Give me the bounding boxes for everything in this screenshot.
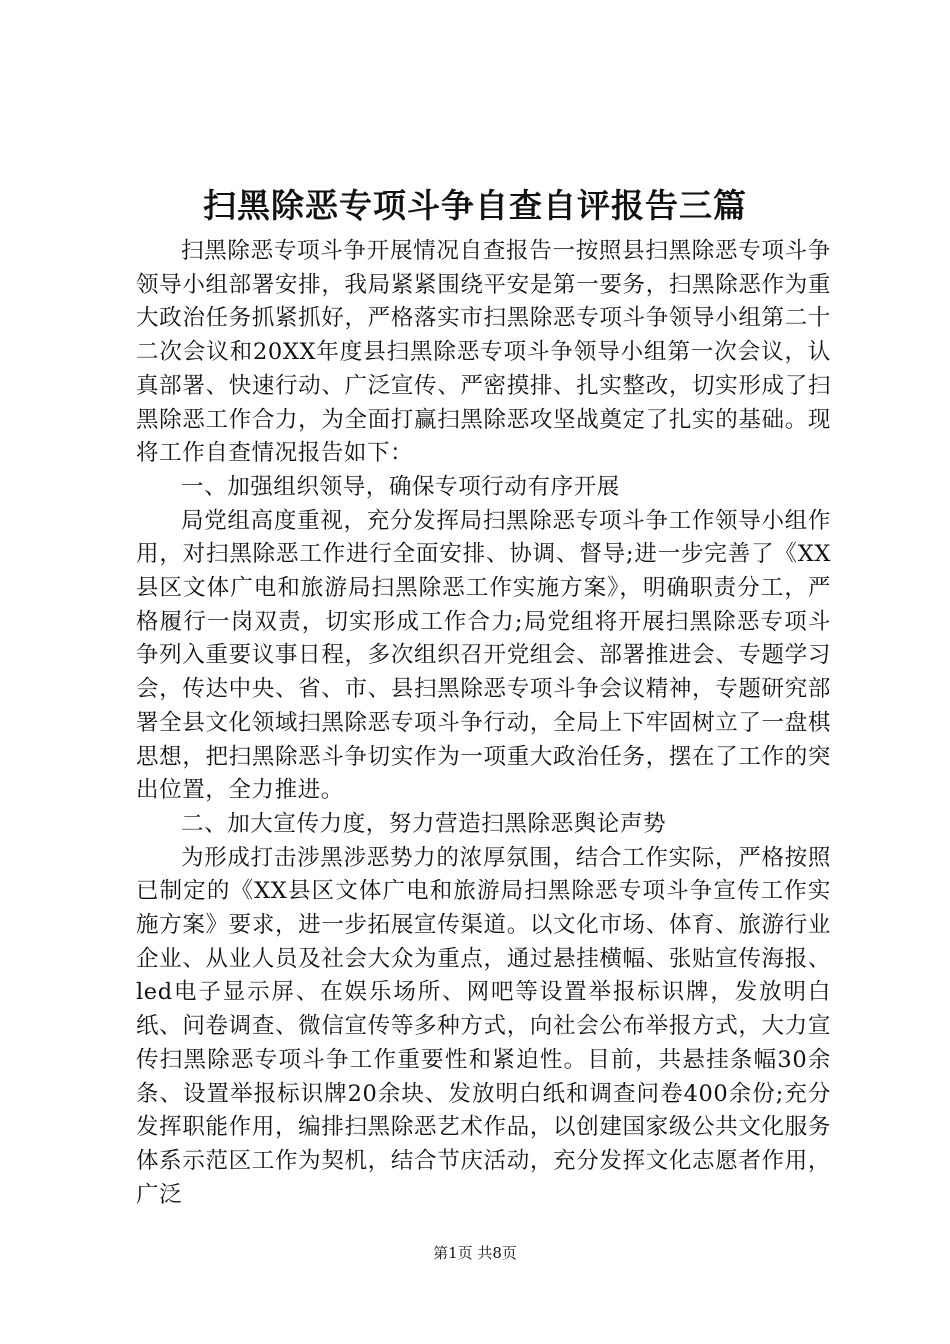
page-number-footer: 第1页 共8页 — [433, 1244, 517, 1262]
document-title: 扫黑除恶专项斗争自查自评报告三篇 — [203, 186, 747, 225]
section-heading-2: 二、加大宣传力度，努力营造扫黑除恶舆论声势 — [181, 810, 667, 837]
paragraph-section-1: 局党组高度重视，充分发挥局扫黑除恶专项斗争工作领导小组作用，对扫黑除恶工作进行全面安排、协调、督导;进一步完善了《XX县区文体广电和旅游局扫黑除恶工作实施方案》，明确职责分工，严格履行一岗双责，切实形成工作合力;局党组将开展扫黑除恶专项斗争列入重要议事日程，多次组织召开党组会、部署推进会、专题学习会，传达中央、省、市、县扫黑除恶专项斗争会议精神，专题研究部署全县文化领域扫黑除恶专项斗争行动，全局上下牢固树立了一盘棋思想，把扫黑除恶斗争切实作为一项重大政治任务，摆在了工作的突出位置，全力推进。 — [136, 507, 831, 804]
document-body — [136, 235, 831, 1212]
paragraph-section-2: 为形成打击涉黑涉恶势力的浓厚氛围，结合工作实际，严格按照已制定的《XX县区文体广电和旅游局扫黑除恶专项斗争宣传工作实施方案》要求，进一步拓展宣传渠道。以文化市场、体育、旅游行业企业、从业人员及社会大众为重点，通过悬挂横幅、张贴宣传海报、led电子显示屏、在娱乐场所、网吧等设置举报标识牌，发放明白纸、问卷调查、微信宣传等多种方式，向社会公布举报方式，大力宣传扫黑除恶专项斗争工作重要性和紧迫性。目前，共悬挂条幅30余条、设置举报标识牌20余块、发放明白纸和调查问卷400余份;充分发挥职能作用，编排扫黑除恶艺术作品，以创建国家级公共文化服务体系示范区工作为契机，结合节庆活动，充分发挥文化志愿者作用，广泛 — [136, 844, 831, 1208]
section-heading-1: 一、加强组织领导，确保专项行动有序开展 — [181, 473, 620, 500]
paragraph-intro: 扫黑除恶专项斗争开展情况自查报告一按照县扫黑除恶专项斗争领导小组部署安排，我局紧紧围绕平安是第一要务，扫黑除恶作为重大政治任务抓紧抓好，严格落实市扫黑除恶专项斗争领导小组第二十二次会议和20XX年度县扫黑除恶专项斗争领导小组第一次会议，认真部署、快速行动、广泛宣传、严密摸排、扎实整改，切实形成了扫黑除恶工作合力，为全面打赢扫黑除恶攻坚战奠定了扎实的基础。现将工作自查情况报告如下： — [136, 238, 831, 467]
